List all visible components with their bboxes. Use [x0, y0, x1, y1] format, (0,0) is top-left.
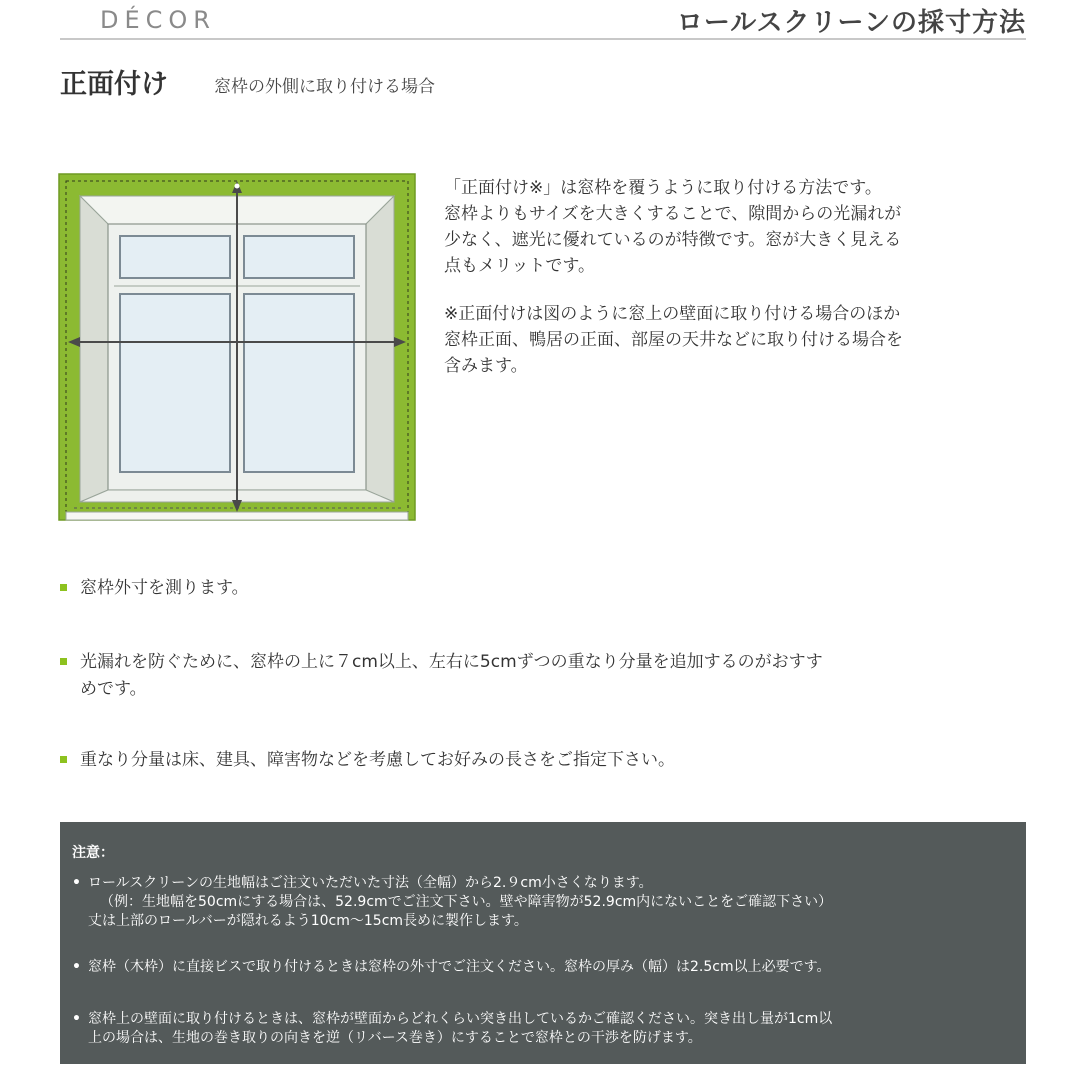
pane-bottom-left [120, 294, 230, 472]
pane-top-right [244, 236, 354, 278]
description-line: 窓枠よりもサイズを大きくすることで、隙間からの光漏れが [444, 204, 902, 224]
frame-left [80, 196, 108, 502]
frame-right [366, 196, 394, 502]
pane-top-left [120, 236, 230, 278]
section-title: 正面付け [60, 69, 168, 100]
bullet-text: めです。 [80, 679, 147, 699]
bullet-square-icon [60, 756, 67, 763]
description-line: 「正面付け※」は窓枠を覆うように取り付ける方法です。 [444, 178, 882, 198]
note-line: 窓枠正面、鴨居の正面、部屋の天井などに取り付ける場合を [444, 330, 903, 350]
window-illustration-svg [58, 172, 418, 524]
notice-box [60, 822, 1026, 1064]
page-title: ロールスクリーンの採寸方法 [676, 8, 1026, 38]
notice-line: 窓枠上の壁面に取り付けるときは、窓枠が壁面からどれくらい突き出しているかご確認ください。突き出し量が1cm以 [88, 1011, 833, 1027]
bullet-item [60, 747, 1020, 774]
bullet-item [60, 575, 1020, 602]
bullet-item [60, 649, 1020, 703]
bullet-dot-icon: • [72, 959, 81, 975]
notice-item [72, 958, 1016, 977]
bullet-square-icon [60, 584, 67, 591]
description-line: 点もメリットです。 [444, 256, 595, 276]
note-line: ※正面付けは図のように窓上の壁面に取り付ける場合のほか [444, 304, 901, 324]
notice-title: 注意： [72, 845, 114, 861]
note-line: 含みます。 [444, 356, 528, 376]
description-line: 少なく、遮光に優れているのが特徴です。窓が大きく見える [444, 230, 902, 250]
bullet-text: 重なり分量は床、建具、障害物などを考慮してお好みの長さをご指定下さい。 [80, 750, 675, 770]
notice-item [72, 1010, 1016, 1048]
description [444, 175, 1034, 379]
notice-line: （例：生地幅を50cmにする場合は、52.9cmでご注文下さい。壁や障害物が52.9cm内にないことをご確認下さい） [100, 894, 833, 910]
bullet-dot-icon: • [72, 875, 81, 891]
header [60, 0, 1026, 40]
notice-line: ロールスクリーンの生地幅はご注文いただいた寸法（全幅）から2.９cm小さくなります。 [88, 875, 653, 891]
window-measure-illustration [58, 172, 418, 524]
sill-ledge [66, 512, 408, 520]
bullet-square-icon [60, 658, 67, 665]
notice-line: 窓枠（木枠）に直接ビスで取り付けるときは窓枠の外寸でご注文ください。窓枠の厚み（幅）は2.5cm以上必要です。 [88, 959, 831, 975]
notice-line: 丈は上部のロールバーが隠れるよう10cm〜15cm長めに製作します。 [88, 913, 528, 929]
bullet-text: 光漏れを防ぐために、窓枠の上に７cm以上、左右に5cmずつの重なり分量を追加するのがおすす [80, 652, 823, 672]
section-subtitle: 窓枠の外側に取り付ける場合 [214, 77, 435, 97]
brand-logo: DÉCOR [100, 6, 216, 34]
description-note [444, 301, 1034, 379]
bullet-text: 窓枠外寸を測ります。 [80, 578, 249, 598]
bullet-dot-icon: • [72, 1011, 81, 1027]
notice-item [72, 874, 1016, 931]
notice-line: 上の場合は、生地の巻き取りの向きを逆（リバース巻き）にすることで窓枠との干渉を防げます。 [88, 1030, 702, 1046]
pane-bottom-right [244, 294, 354, 472]
